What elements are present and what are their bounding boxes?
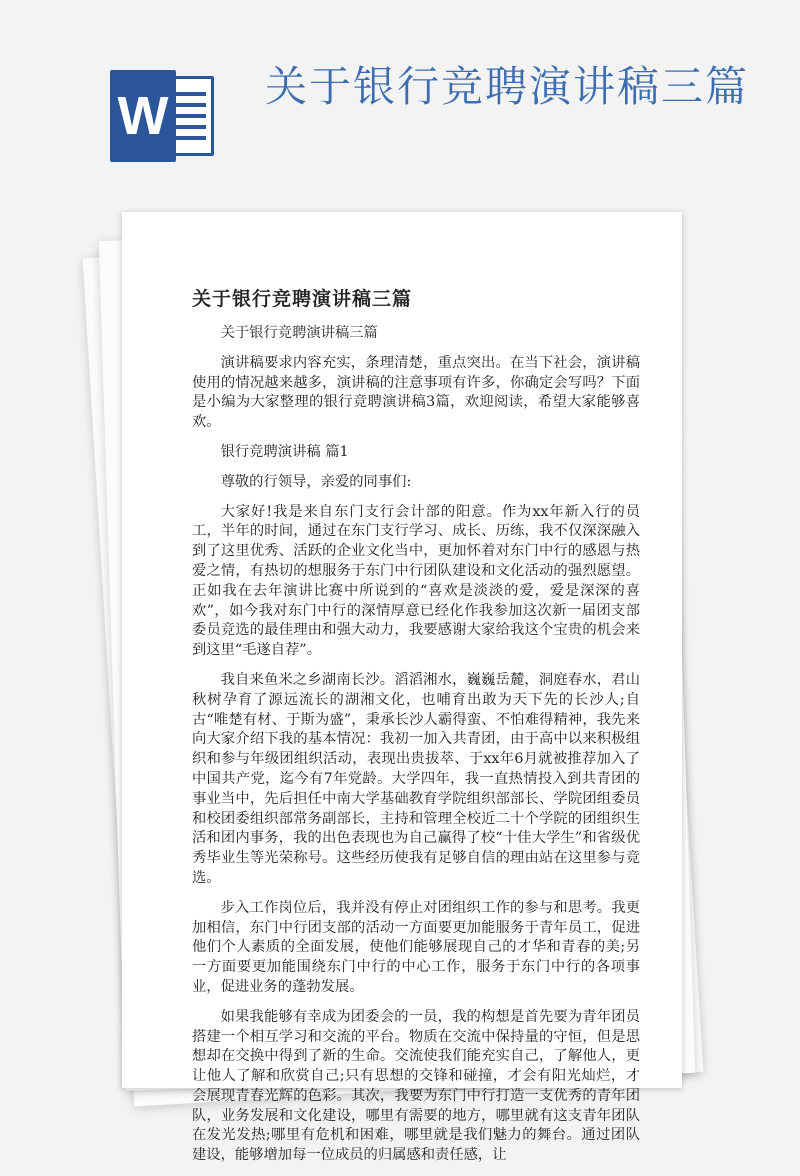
- intro-paragraph: 演讲稿要求内容充实，条理清楚，重点突出。在当下社会，演讲稿使用的情况越来越多，演讲稿的注意事项有许多，你确定会写吗？下面是小编为大家整理的银行竞聘演讲稿3篇，欢迎阅读，希望大家能够喜欢。: [192, 354, 640, 431]
- section-heading: 银行竞聘演讲稿 篇1: [220, 443, 349, 460]
- body-paragraph: 步入工作岗位后，我并没有停止对团组织工作的参与和思考。我更加相信，东门中行团支部的活动一方面要更加能服务于青年员工，促进他们个人素质的全面发展，使他们能够展现自己的才华和青春的美;另一方面要更加能围绕东门中行的中心工作，服务于东门中行的各项事业，促进业务的蓬勃发展。: [192, 899, 640, 995]
- word-document-icon: [110, 70, 215, 162]
- body-paragraph: 如果我能够有幸成为团委会的一员，我的构想是首先要为青年团员搭建一个相互学习和交流的平台。物质在交流中保持量的守恒，但是思想却在交换中得到了新的生命。交流使我们能充实自己，了解他人，更让他人了解和欣赏自己;只有思想的交锋和碰撞，才会有阳光灿烂，才会展现青春光辉的色彩。其次，我要为东门中行打造一支优秀的青年团队，业务发展和文化建设，哪里有需要的地方，哪里就有这支青年团队在发光发热;哪里有危机和困难，哪里就是我们魅力的舞台。通过团队建设，能够增加每一位成员的归属感和责任感，让: [192, 1008, 640, 1164]
- page-title: 关于银行竞聘演讲稿三篇: [265, 62, 750, 111]
- salutation-paragraph: 尊敬的行领导，亲爱的同事们:: [220, 473, 412, 490]
- document-page: [122, 212, 682, 1164]
- word-letter-icon: W: [110, 70, 176, 162]
- body-paragraph: 大家好!我是来自东门支行会计部的阳意。作为xx年新入行的员工，半年的时间，通过在东门支行学习、成长、历练，我不仅深深融入到了这里优秀、活跃的企业文化当中，更加怀着对东门中行的感恩与热爱之情，有热切的想服务于东门中行团队建设和文化活动的强烈愿望。正如我在去年演讲比赛中所说到的“喜欢是淡淡的爱，爱是深深的喜欢”，如今我对东门中行的深情厚意已经化作我参加这次新一届团支部委员竞选的最佳理由和强大动力，我要感谢大家给我这个宝贵的机会来到这里“毛遂自荐”。: [192, 503, 640, 659]
- document-body: [192, 324, 640, 1176]
- subtitle-paragraph: 关于银行竞聘演讲稿三篇: [220, 325, 378, 341]
- body-paragraph: 我自来鱼米之乡湖南长沙。滔滔湘水，巍巍岳麓，洞庭春水，君山秋树孕育了源远流长的湖湘文化，也哺育出敢为天下先的长沙人;自古“唯楚有材、于斯为盛”，秉承长沙人霸得蛮、不怕难得精神，我先来向大家介绍下我的基本情况：我初一加入共青团，由于高中以来积极组织和参与年级团组织活动，表现出贵拔萃、于xx年6月就被推荐加入了中国共产党，迄今有7年党龄。大学四年，我一直热情投入到共青团的事业当中，先后担任中南大学基础教育学院组织部部长、学院团组委员和校团委组织部常务副部长，主持和管理全校近二十个学院的团组织生活和团内事务，我的出色表现也为自己赢得了校“十佳大学生”和省级优秀毕业生等光荣称号。这些经历使我有足够自信的理由站在这里参与竞选。: [192, 671, 640, 886]
- document-title: 关于银行竞聘演讲稿三篇: [192, 288, 413, 310]
